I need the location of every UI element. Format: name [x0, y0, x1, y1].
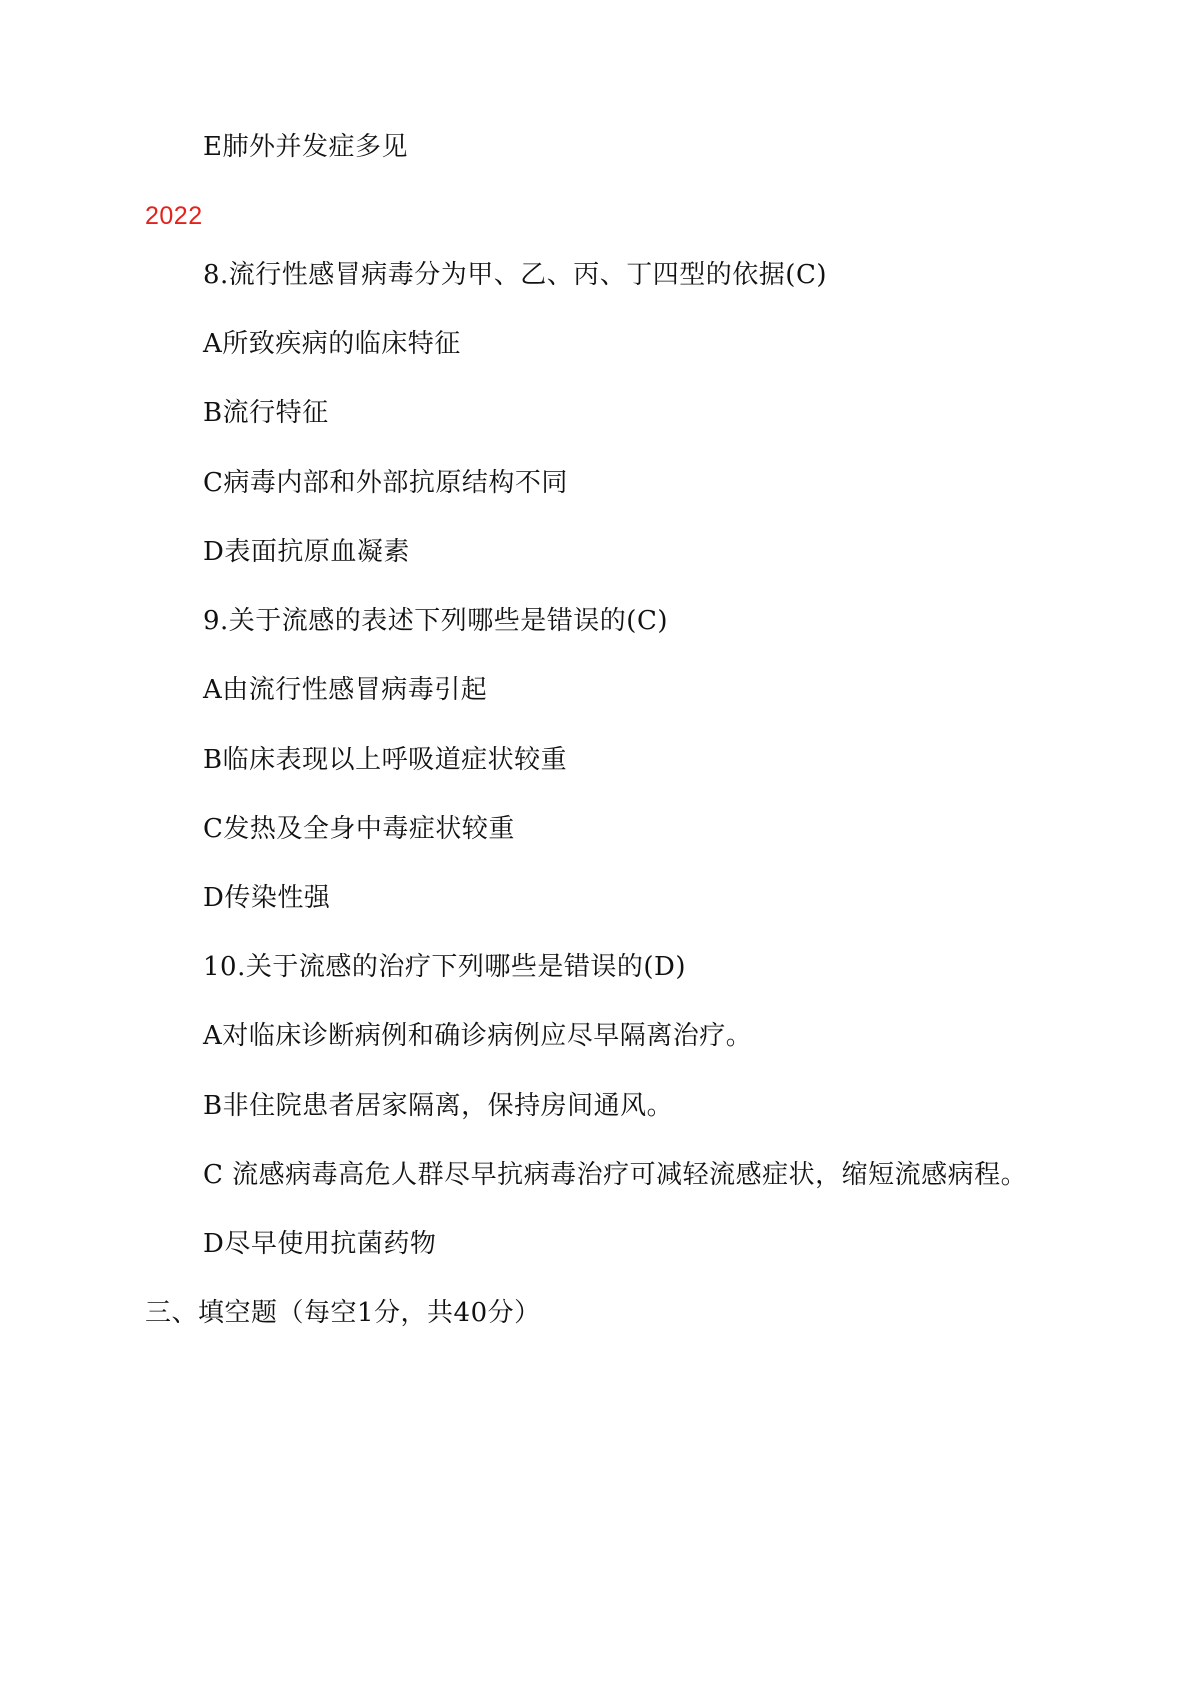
q10-stem: 10.关于流感的治疗下列哪些是错误的(D)	[203, 952, 686, 982]
q10-option-b: B非住院患者居家隔离，保持房间通风。	[203, 1091, 674, 1121]
q9-option-a: A由流行性感冒病毒引起	[203, 675, 488, 705]
q9-option-b: B临床表现以上呼吸道症状较重	[203, 745, 568, 775]
q8-option-a: A所致疾病的临床特征	[203, 329, 461, 359]
q8-option-d: D表面抗原血凝素	[203, 537, 410, 567]
q10-option-c: C 流感病毒高危人群尽早抗病毒治疗可减轻流感症状，缩短流感病程。	[203, 1160, 1028, 1190]
q10-option-a: A对临床诊断病例和确诊病例应尽早隔离治疗。	[203, 1021, 753, 1051]
q9-option-d: D传染性强	[203, 883, 331, 913]
year-mark: 2022	[145, 202, 203, 230]
q8-stem: 8.流行性感冒病毒分为甲、乙、丙、丁四型的依据(C)	[203, 260, 827, 290]
q7-option-e: E肺外并发症多见	[203, 132, 408, 162]
section-3-heading: 三、填空题（每空1分，共40分）	[145, 1298, 541, 1328]
q9-stem: 9.关于流感的表述下列哪些是错误的(C)	[203, 606, 668, 636]
q10-option-d: D尽早使用抗菌药物	[203, 1229, 437, 1259]
q8-option-c: C病毒内部和外部抗原结构不同	[203, 468, 568, 498]
q9-option-c: C发热及全身中毒症状较重	[203, 814, 515, 844]
q8-option-b: B流行特征	[203, 398, 329, 428]
